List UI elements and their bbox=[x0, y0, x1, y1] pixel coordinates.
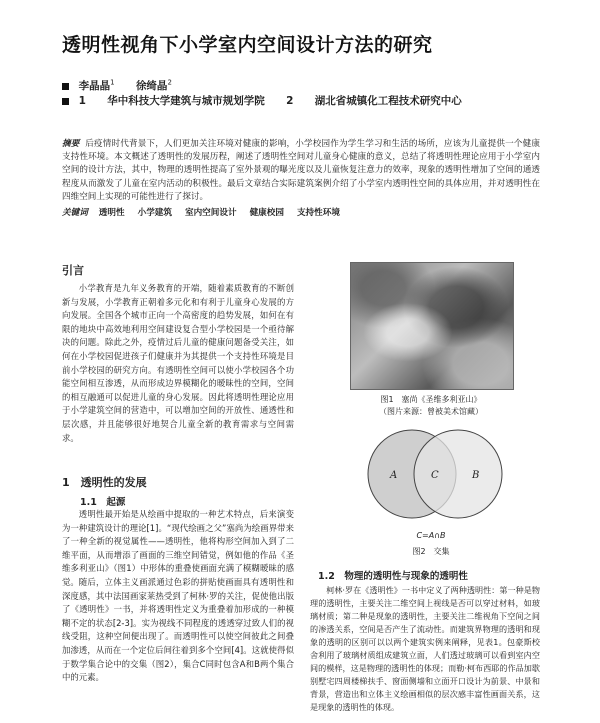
bullet-square-icon bbox=[62, 83, 69, 90]
aff-1: 华中科技大学建筑与城市规划学院 bbox=[107, 95, 265, 107]
keyword: 支持性环境 bbox=[296, 208, 340, 218]
authors bbox=[62, 78, 172, 93]
author-2-sup: 2 bbox=[167, 78, 172, 87]
figure-1-caption-title: 图1 塞尚《圣维多利亚山》 bbox=[380, 395, 482, 404]
bullet-square-icon bbox=[62, 98, 69, 105]
venn-label-c: C bbox=[431, 470, 439, 481]
abstract-text: 后疫情时代背景下，人们更加关注环境对健康的影响，小学校园作为学生学习和生活的场所，应该为儿童提供一个健康支持性环境。本文概述了透明性的发展历程，阐述了透明性空间对儿童身心健康的意义，总结了将透明性理论应用于小学室内空间的设计方法，其中，物理的透明性提高了室外景观的曝光度以及儿童恢复注意力的效率，现象的透明性增加了空间的通透程度从而激发了儿童在室内活动的积极性。最后文章结合实际建筑案例介绍了小学室内透明性空间的具体应用，并对透明性在四维空间上实现的可能性进行了探讨。 bbox=[62, 139, 540, 202]
page-title: 透明性视角下小学室内空间设计方法的研究 bbox=[62, 34, 433, 56]
venn-circle-b bbox=[414, 430, 502, 518]
author-1: 李晶晶 bbox=[78, 80, 111, 92]
intro-heading: 引言 bbox=[62, 264, 84, 277]
figure-2-caption: 图2 交集 bbox=[412, 547, 450, 556]
section1-2-para: 柯林·罗在《透明性》一书中定义了两种透明性：第一种是物理的透明性，主要关注二维空间上视线是否可以穿过材料，如玻璃材质；第二种是现象的透明性，主要关注二维视角下空间之间的渗透关系，空间是否产生了流动性。而建筑界物理的透明和现象的透明的区别可以以两个建筑实例来阐释，见表1。包豪斯校舍利用了玻璃材质组成建筑立面，人们透过玻璃可以看到室内空间的模样，这是物理的透明性的体现；而勒·柯布西耶的作品加歇别墅宅四周楼梯扶手、窗面侧墙和立面开口设计为前景、中景和背景，营造出和立体主义绘画相似的层次感丰富性画面关系，这是现象的透明性的体现。 bbox=[310, 585, 540, 712]
abstract bbox=[62, 138, 540, 204]
author-1-sup: 1 bbox=[110, 78, 115, 87]
keywords bbox=[62, 206, 350, 218]
keyword: 小学建筑 bbox=[137, 208, 172, 218]
section1-2-heading: 1.2 物理的透明性与现象的透明性 bbox=[318, 571, 468, 582]
section1-1-para2: 随后，立体主义画派通过色彩的拼贴使画面具有透明性和深度感，其中法国画家莱热受到了柯林·罗的关注，促使他出版了《透明性》一书，并将透明性定义为重叠着加形成的一种模糊不定的状态[2-3]。实为视线不同程度的透透穿过致人们的视线受阻，这种空间便出现了。而透明性可以使空间彼此之间叠加渗透，从而在一个定位后间往着到多个空间[4]。这就使得似于数学集合论中的交集（图2），集合C同时包含A和B两个集合中的元素。 bbox=[62, 577, 294, 683]
intro-text: 小学教育是九年义务教育的开端，随着素质教育的不断创新与发展，小学教育正朝着多元化和有利于儿童身心发展的方向发展。全国各个城市正向一个高密度的趋势发展，如何在有限的地块中高效地利用空间建设复合型小学校园是一个亟待解决的问题。除此之外，疫情过后儿童的健康问题备受关注，如何在小学校园促进孩子们健康并为其提供一个支持性环境是目前小学校园的研究方向。有透明性空间可以使小学校园各个功能空间相互渗透，从而形成边界模糊化的暧昧性的空间，空间的相互融通可以促进儿童的身心发展。因此将透明性理论应用于小学建筑空间的营造中，可以增加空间的开放性、通透性和层次感，并且能够很好地契合儿童全新的教育需求与空间需求。 bbox=[62, 283, 294, 443]
keyword: 健康校园 bbox=[249, 208, 284, 218]
section1-heading: 1 透明性的发展 bbox=[62, 476, 147, 489]
aff-2-num: 2 bbox=[286, 95, 294, 107]
figure-1-painting bbox=[350, 262, 514, 390]
keyword: 透明性 bbox=[98, 208, 125, 218]
section1-1-para1: 透明性最开始是从绘画中提取的一种艺术特点，后来演变为一种建筑设计的理论[1]。“现代绘画之父”塞尚为绘画界带来了一种全新的视觉属性——透明性，他将构形空间加入到了二维平面，从而增添了画面的三维空间错觉，例如他的作品《圣维多利亚山》（图1）中形体的重叠使画面充满了模糊暧昧的感觉。 bbox=[62, 509, 294, 587]
venn-label-a: A bbox=[390, 470, 398, 481]
aff-2: 湖北省城镇化工程技术研究中心 bbox=[314, 95, 462, 107]
figure-1-caption bbox=[330, 394, 532, 418]
author-2: 徐绮晶 bbox=[135, 80, 168, 92]
figure-2-venn-diagram bbox=[350, 420, 520, 528]
keyword: 室内空间设计 bbox=[184, 208, 237, 218]
venn-label-b: B bbox=[472, 470, 480, 481]
abstract-label: 摘要 bbox=[62, 139, 80, 149]
figure-2-formula: C=A∩B bbox=[416, 531, 446, 540]
affiliations bbox=[62, 93, 462, 108]
aff-1-num: 1 bbox=[78, 95, 86, 107]
keywords-label: 关键词 bbox=[62, 208, 88, 218]
section1-1-heading: 1.1 起源 bbox=[80, 497, 126, 508]
figure-1-caption-source: （图片来源：曾被美术馆藏） bbox=[379, 407, 483, 416]
